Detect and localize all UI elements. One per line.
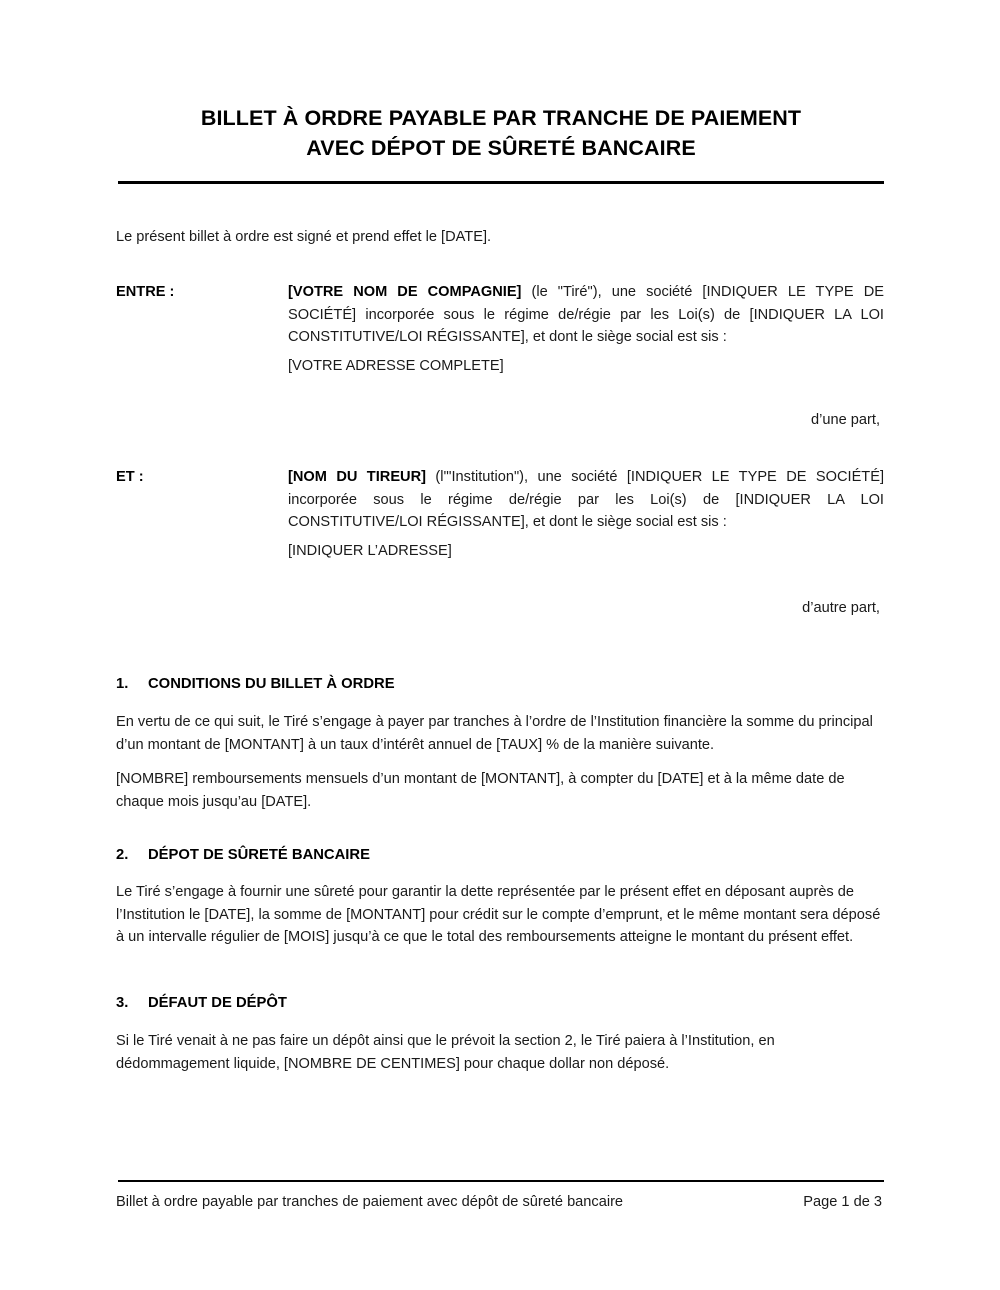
intro-paragraph: Le présent billet à ordre est signé et prend effet le [DATE]. [116,229,492,245]
party-detail-second: (l'"Institution"), une société [INDIQUER LE TYPE DE SOCIÉTÉ] incorporée sous le régime de/régie par les Loi(s) de [INDIQUER LA LOI CONSTITUTIVE/LOI RÉGISSANTE], et dont le siège social est sis : [288,469,885,530]
party-closing-second: d’autre part, [802,600,880,616]
section-number-1: 1. [116,676,129,692]
party-detail-first: (le "Tiré"), une société [INDIQUER LE TYPE DE SOCIÉTÉ] incorporée sous le régime de/régie par les Loi(s) de [INDIQUER LA LOI CONSTITUTIVE/LOI RÉGISSANTE], et dont le siège social est sis : [288,284,884,345]
section-title-3: DÉFAUT DE DÉPÔT [148,995,287,1011]
section-1-paragraph-1: En vertu de ce qui suit, le Tiré s’engage à payer par tranches à l’ordre de l’Institution financière la somme du principal d’un montant de [MONTANT] à un taux d’intérêt annuel de [TAUX] % de la manière suivante. [116,714,873,753]
title-line-2: AVEC DÉPOT DE SÛRETÉ BANCAIRE [306,136,696,160]
party-name-first: [VOTRE NOM DE COMPAGNIE] [288,284,522,300]
section-number-3: 3. [116,995,129,1011]
section-heading-1 [116,673,884,695]
section-3-paragraph-1: Si le Tiré venait à ne pas faire un dépôt ainsi que le prévoit la section 2, le Tiré paiera à l’Institution, en dédommagement liquide, [NOMBRE DE CENTIMES] pour chaque dollar non déposé. [116,1033,775,1072]
title-divider [118,181,884,184]
party-label-entre: ENTRE : [116,284,175,300]
party-description-second [288,466,884,534]
party-description-first [288,281,884,349]
footer-caption: Billet à ordre payable par tranches de paiement avec dépôt de sûreté bancaire [116,1194,624,1210]
title-line-1: BILLET À ORDRE PAYABLE PAR TRANCHE DE PAIEMENT [200,106,802,130]
section-number-2: 2. [116,847,129,863]
party-closing-first: d’une part, [811,412,880,428]
section-heading-3 [116,992,884,1014]
section-heading-2 [116,844,884,866]
document-title [118,103,884,163]
footer-page-number: Page 1 de 3 [803,1194,882,1210]
party-address-first: [VOTRE ADRESSE COMPLETE] [288,358,504,374]
footer-divider [118,1180,884,1182]
section-title-2: DÉPOT DE SÛRETÉ BANCAIRE [148,847,370,863]
section-1-paragraph-2: [NOMBRE] remboursements mensuels d’un montant de [MONTANT], à compter du [DATE] et à la même date de chaque mois jusqu’au [DATE]. [116,771,845,810]
party-label-et: ET : [116,469,144,485]
party-address-second: [INDIQUER L’ADRESSE] [288,543,452,559]
section-2-paragraph-1: Le Tiré s’engage à fournir une sûreté pour garantir la dette représentée par le présent effet en déposant auprès de l’Institution le [DATE], la somme de [MONTANT] pour crédit sur le compte d’emprunt, et le même montant sera déposé à un intervalle régulier de [MOIS] jusqu’à ce que le total des remboursements atteigne le montant du présent effet. [116,884,881,945]
section-title-1: CONDITIONS DU BILLET À ORDRE [148,676,395,692]
party-name-second: [NOM DU TIREUR] [288,469,426,485]
